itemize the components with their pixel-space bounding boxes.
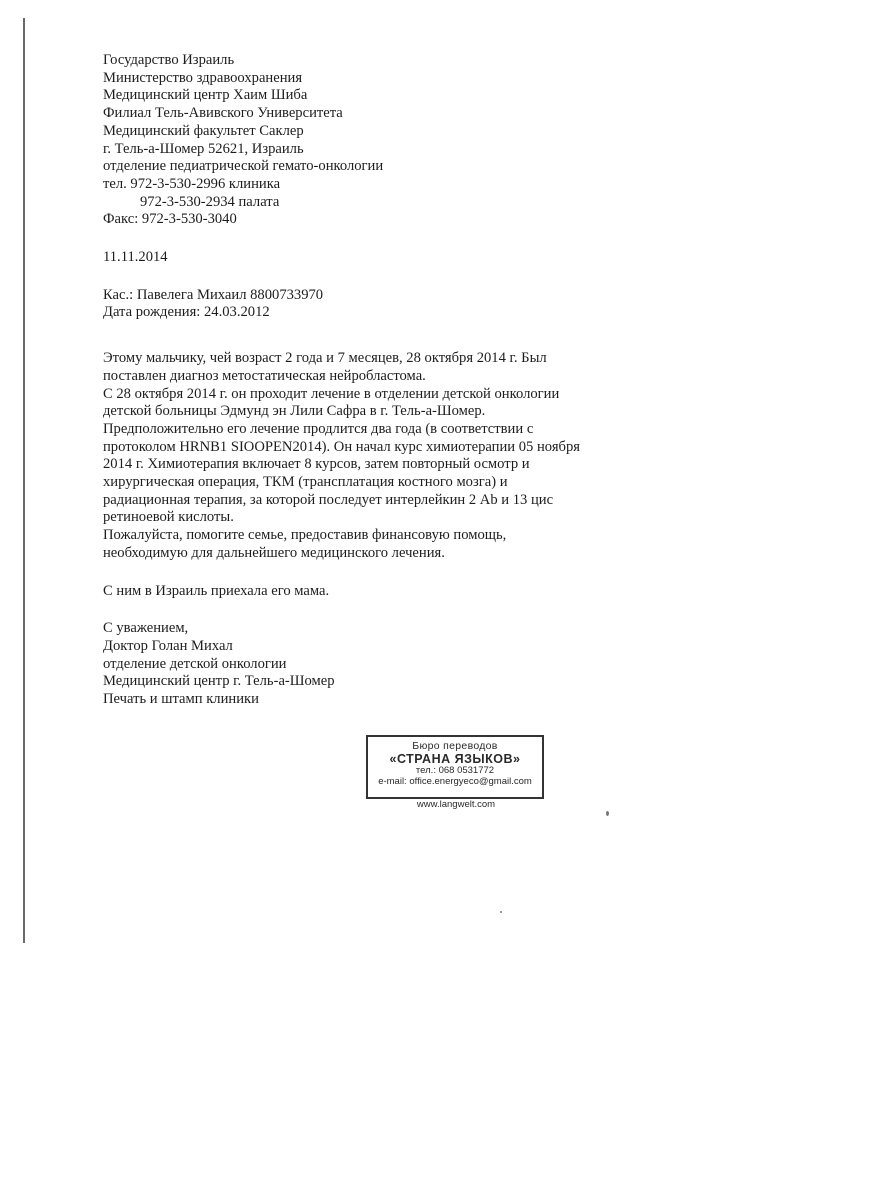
stamp-website: www.langwelt.com [416,799,496,810]
statement-line: необходимую для дальнейшего медицинского лечения. [103,544,445,561]
patient-info [103,287,643,322]
seal-note: Печать и штамп клиники [103,691,259,708]
statement-line: радиационная терапия, за которой последует интерлейкин 2 Ab и 13 цис [103,491,554,508]
translation-bureau-stamp [366,735,544,799]
statement-line: 2014 г. Химиотерапия включает 8 курсов, затем повторный осмотр и [103,456,530,473]
fax-number: Факс: 972-3-530-3040 [103,211,237,228]
stamp-email: e-mail: office.energyeco@gmail.com [378,775,532,787]
letterhead-line: г. Тель-а-Шомер 52621, Израиль [103,140,304,157]
letter-body [103,52,643,709]
letterhead [103,52,643,229]
statement-line: детской больницы Эдмунд эн Лили Сафра в г. Тель-а-Шомер. [103,403,486,420]
letterhead-line: Министерство здравоохранения [103,69,303,86]
letterhead-line: Государство Израиль [103,52,235,68]
medical-statement [103,350,643,562]
stamp-bureau-name: «СТРАНА ЯЗЫКОВ» [389,752,521,766]
stamp-title: Бюро переводов [412,740,498,752]
letterhead-line: отделение педиатрической гемато-онкологии [103,158,384,175]
statement-line: Этому мальчику, чей возраст 2 года и 7 месяцев, 28 октября 2014 г. Был [103,350,547,367]
closing-salutation: С уважением, [103,620,189,637]
scan-speck [500,911,502,913]
case-reference: Кас.: Павелега Михаил 8800733970 [103,286,324,303]
scan-binding-edge [23,18,25,943]
signer-name: Доктор Голан Михал [103,637,233,654]
accompanying-note: С ним в Израиль приехала его мама. [103,582,330,599]
letterhead-line: Медицинский факультет Саклер [103,122,304,139]
statement-line: хирургическая операция, ТКМ (трансплатация костного мозга) и [103,474,508,491]
statement-line: поставлен диагноз метостатическая нейробластома. [103,367,426,384]
statement-line: ретиноевой кислоты. [103,509,234,526]
letterhead-line: Медицинский центр Хаим Шиба [103,87,308,104]
clinic-phone: тел. 972-3-530-2996 клиника [103,175,281,192]
signature-block [103,620,643,709]
statement-line: протоколом HRNB1 SIOOPEN2014). Он начал курс химиотерапии 05 ноября [103,438,580,455]
ward-phone: 972-3-530-2934 палата [140,193,280,210]
statement-line: Пожалуйста, помогите семье, предоставив финансовую помощь, [103,527,507,544]
signer-institution: Медицинский центр г. Тель-а-Шомер [103,673,335,690]
statement-line: Предположительно его лечение продлится два года (в соответствии с [103,420,534,437]
signer-department: отделение детской онкологии [103,655,287,672]
stamp-phone: тел.: 068 0531772 [415,765,495,776]
birth-date: Дата рождения: 24.03.2012 [103,304,270,321]
letter-date: 11.11.2014 [103,249,168,266]
letterhead-line: Филиал Тель-Авивского Университета [103,105,343,122]
scan-speck [606,811,609,816]
statement-line: С 28 октября 2014 г. он проходит лечение в отделении детской онкологии [103,385,560,402]
